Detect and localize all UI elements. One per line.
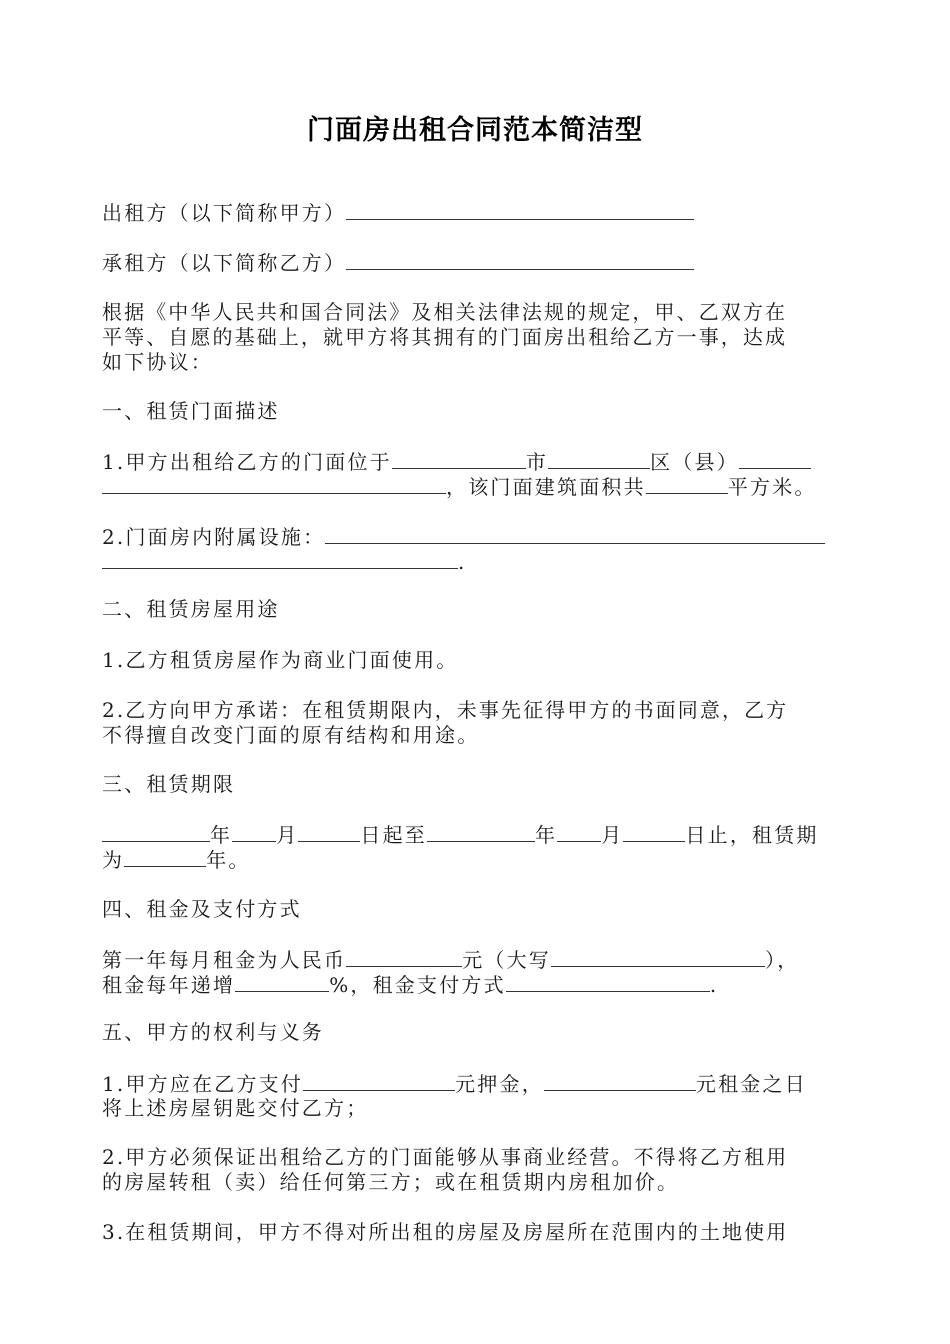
text-line: 2.乙方向甲方承诺：在租赁期限内，未事先征得甲方的书面同意，乙方 [102,698,789,722]
facilities-blank [102,549,458,569]
start-year-blank [102,822,210,842]
term-years-blank [124,847,206,867]
item-text: 元租金之日 [695,1072,807,1096]
text-line: 将上述房屋钥匙交付乙方； [102,1096,369,1120]
item-text: 年 [535,823,558,847]
text-line: 不得擅自改变门面的原有结构和用途。 [102,723,480,747]
text-line [102,972,850,997]
text-line [102,449,850,474]
section2-item2 [102,698,850,748]
text-line: 3.在租赁期间，甲方不得对所出租的房屋及房屋所在范围内的土地使用 [102,1220,789,1244]
section1-item1 [102,449,850,499]
section-heading: 二、租赁房屋用途 [102,597,280,621]
text-line [102,822,850,847]
section1-item2 [102,524,850,574]
text-line [102,549,850,574]
end-year-blank [427,822,535,842]
section5-item2 [102,1145,850,1195]
item-text: ，该门面建筑面积共 [446,475,646,499]
address-blank [102,474,446,494]
lessee-line [102,250,850,276]
intro-line: 平等、自愿的基础上，就甲方将其拥有的门面房出租给乙方一事，达成 [102,325,788,349]
lessor-line [102,200,850,226]
lessee-label: 承租方（以下简称乙方） [102,251,347,275]
address-blank [739,449,811,469]
area-blank [646,474,728,494]
lessor-label: 出租方（以下简称甲方） [102,201,347,225]
item-text: 平方米。 [727,475,817,499]
intro-paragraph [102,300,850,375]
section5-item3 [102,1220,850,1245]
city-blank [392,449,526,469]
section-heading: 一、租赁门面描述 [102,399,280,423]
text-line [102,524,850,549]
rent-capital-blank [551,947,765,967]
end-day-blank [623,822,685,842]
item-text: 日起至 [360,823,428,847]
item-text: 2.门面房内附属设施： [102,525,326,549]
text-line [102,947,850,972]
document-title: 门面房出租合同范本简洁型 [307,115,643,146]
payment-method-blank [506,972,710,992]
item-text: . [458,550,467,574]
item-text: 1.甲方应在乙方支付 [102,1072,304,1096]
item-text: 为 [102,848,125,872]
rent-payment [102,947,850,997]
section5-item1 [102,1071,850,1121]
start-day-blank [298,822,360,842]
intro-line: 根据《中华人民共和国合同法》及相关法律法规的规定，甲、乙双方在 [102,300,788,324]
item-text: 市 [525,450,549,474]
item-text: 月 [276,823,299,847]
text-line: 的房屋转租（卖）给任何第三方；或在租赁期内房租加价。 [102,1170,680,1194]
district-blank [548,449,650,469]
item-text: 区（县） [650,450,739,474]
section-heading: 四、租金及支付方式 [102,897,302,921]
text-line [102,474,850,499]
item-text: ）， [765,948,800,972]
item-text: 月 [601,823,624,847]
lessor-blank [346,200,694,220]
section-heading: 五、甲方的权利与义务 [102,1020,324,1044]
item-text: 第一年每月租金为人民币 [102,948,347,972]
item-text: 年 [210,823,233,847]
increase-rate-blank [235,972,329,992]
facilities-blank [325,524,825,544]
deposit-blank [303,1071,455,1091]
text-line [102,847,850,872]
item-text: 元（大写 [462,948,552,972]
end-month-blank [557,822,601,842]
item-text: 年。 [206,848,251,872]
start-month-blank [232,822,276,842]
item-text: 租金每年递增 [102,973,236,997]
item-text: 元押金， [455,1072,544,1096]
lessee-blank [346,250,694,270]
section-heading: 三、租赁期限 [102,772,236,796]
intro-line: 如下协议： [102,350,213,374]
item-text: 1.甲方出租给乙方的门面位于 [102,450,392,474]
item-text: . [709,973,719,997]
rent-amount-blank [544,1071,696,1091]
text-line: 2.甲方必须保证出租给乙方的门面能够从事商业经营。不得将乙方租用 [102,1145,789,1169]
text-line [102,1071,850,1096]
lease-term [102,822,850,872]
section2-item1: 1.乙方租赁房屋作为商业门面使用。 [102,648,459,672]
item-text: 日止，租赁期 [685,823,819,847]
item-text: %，租金支付方式 [329,973,506,997]
monthly-rent-blank [346,947,462,967]
